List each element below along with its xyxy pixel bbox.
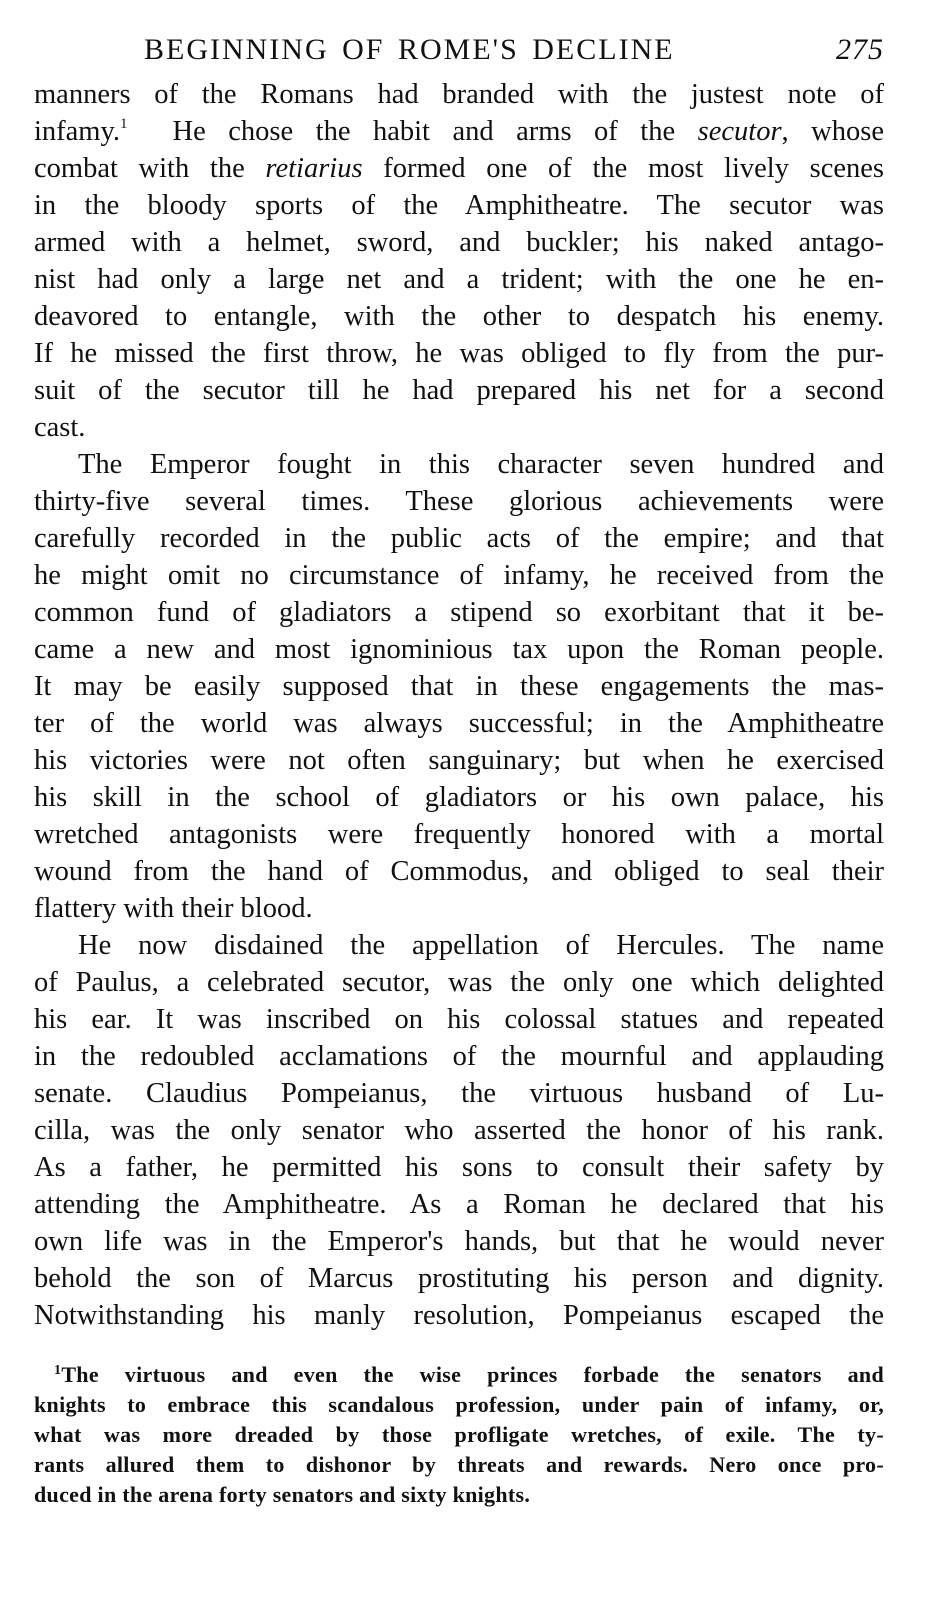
text-line: his ear. It was inscribed on his colossal statues and repeated — [34, 1004, 884, 1035]
footnote-line: $^1$The virtuous and even the wise princes forbade the senators and — [54, 1362, 884, 1387]
text-line: cilla, was the only senator who asserted the honor of his rank. — [34, 1115, 884, 1146]
text-line: He now disdained the appellation of Hercules. The name — [78, 930, 884, 961]
text-line: infamy.$^1$ He chose the habit and arms of the secutor, whose — [34, 116, 884, 147]
footnote — [34, 1360, 884, 1510]
main-text — [34, 76, 884, 1334]
italic-term: retiarius — [265, 153, 363, 184]
running-title: BEGINNING OF ROME'S DECLINE — [144, 33, 675, 66]
text-line: carefully recorded in the public acts of the empire; and that — [34, 523, 884, 554]
footnote-reference: 1 — [120, 116, 128, 132]
text-line: It may be easily supposed that in these engagements the mas- — [34, 671, 884, 702]
page-number: 275 — [836, 33, 884, 66]
text-line: behold the son of Marcus prostituting his person and dignity. — [34, 1263, 884, 1294]
text-line: thirty-five several times. These glorious achievements were — [34, 486, 884, 517]
text-line: attending the Amphitheatre. As a Roman he declared that his — [34, 1189, 884, 1220]
footnote-line: duced in the arena forty senators and sixty knights. — [34, 1482, 531, 1507]
footnote-marker: 1 — [54, 1363, 62, 1378]
text-line: ter of the world was always successful; in the Amphitheatre — [34, 708, 884, 739]
text-line: in the redoubled acclamations of the mournful and applauding — [34, 1041, 884, 1072]
text-line: The Emperor fought in this character seven hundred and — [78, 449, 884, 480]
footnote-line: what was more dreaded by those profligate wretches, of exile. The ty- — [34, 1422, 884, 1447]
text-line: own life was in the Emperor's hands, but that he would never — [34, 1226, 884, 1257]
text-line: came a new and most ignominious tax upon the Roman people. — [34, 634, 884, 665]
text-line: combat with the retiarius formed one of the most lively scenes — [34, 153, 884, 184]
text-line: wretched antagonists were frequently honored with a mortal — [34, 819, 884, 850]
text-line: manners of the Romans had branded with the justest note of — [34, 79, 884, 110]
text-line: of Paulus, a celebrated secutor, was the only one which delighted — [34, 967, 884, 998]
text-line: nist had only a large net and a trident; with the one he en- — [34, 264, 884, 295]
text-line: in the bloody sports of the Amphitheatre. The secutor was — [34, 190, 884, 221]
running-head — [34, 24, 884, 76]
text-line: deavored to entangle, with the other to despatch his enemy. — [34, 301, 884, 332]
text-line: Notwithstanding his manly resolution, Pompeianus escaped the — [34, 1300, 884, 1331]
text-line: flattery with their blood. — [34, 893, 313, 924]
text-line: If he missed the first throw, he was obliged to fly from the pur- — [34, 338, 884, 369]
text-line: As a father, he permitted his sons to consult their safety by — [34, 1152, 884, 1183]
footnote-line: rants allured them to dishonor by threats and rewards. Nero once pro- — [34, 1452, 884, 1477]
text-line: he might omit no circumstance of infamy, he received from the — [34, 560, 884, 591]
text-line: armed with a helmet, sword, and buckler; his naked antago- — [34, 227, 884, 258]
footnote-line: knights to embrace this scandalous profession, under pain of infamy, or, — [34, 1392, 884, 1417]
text-line: senate. Claudius Pompeianus, the virtuous husband of Lu- — [34, 1078, 884, 1109]
text-line: wound from the hand of Commodus, and obliged to seal their — [34, 856, 884, 887]
book-page — [34, 24, 884, 1510]
text-line: suit of the secutor till he had prepared his net for a second — [34, 375, 884, 406]
text-line: cast. — [34, 412, 86, 443]
text-line: his victories were not often sanguinary; but when he exercised — [34, 745, 884, 776]
italic-term: secutor — [697, 116, 782, 147]
text-line: common fund of gladiators a stipend so exorbitant that it be- — [34, 597, 884, 628]
text-line: his skill in the school of gladiators or his own palace, his — [34, 782, 884, 813]
